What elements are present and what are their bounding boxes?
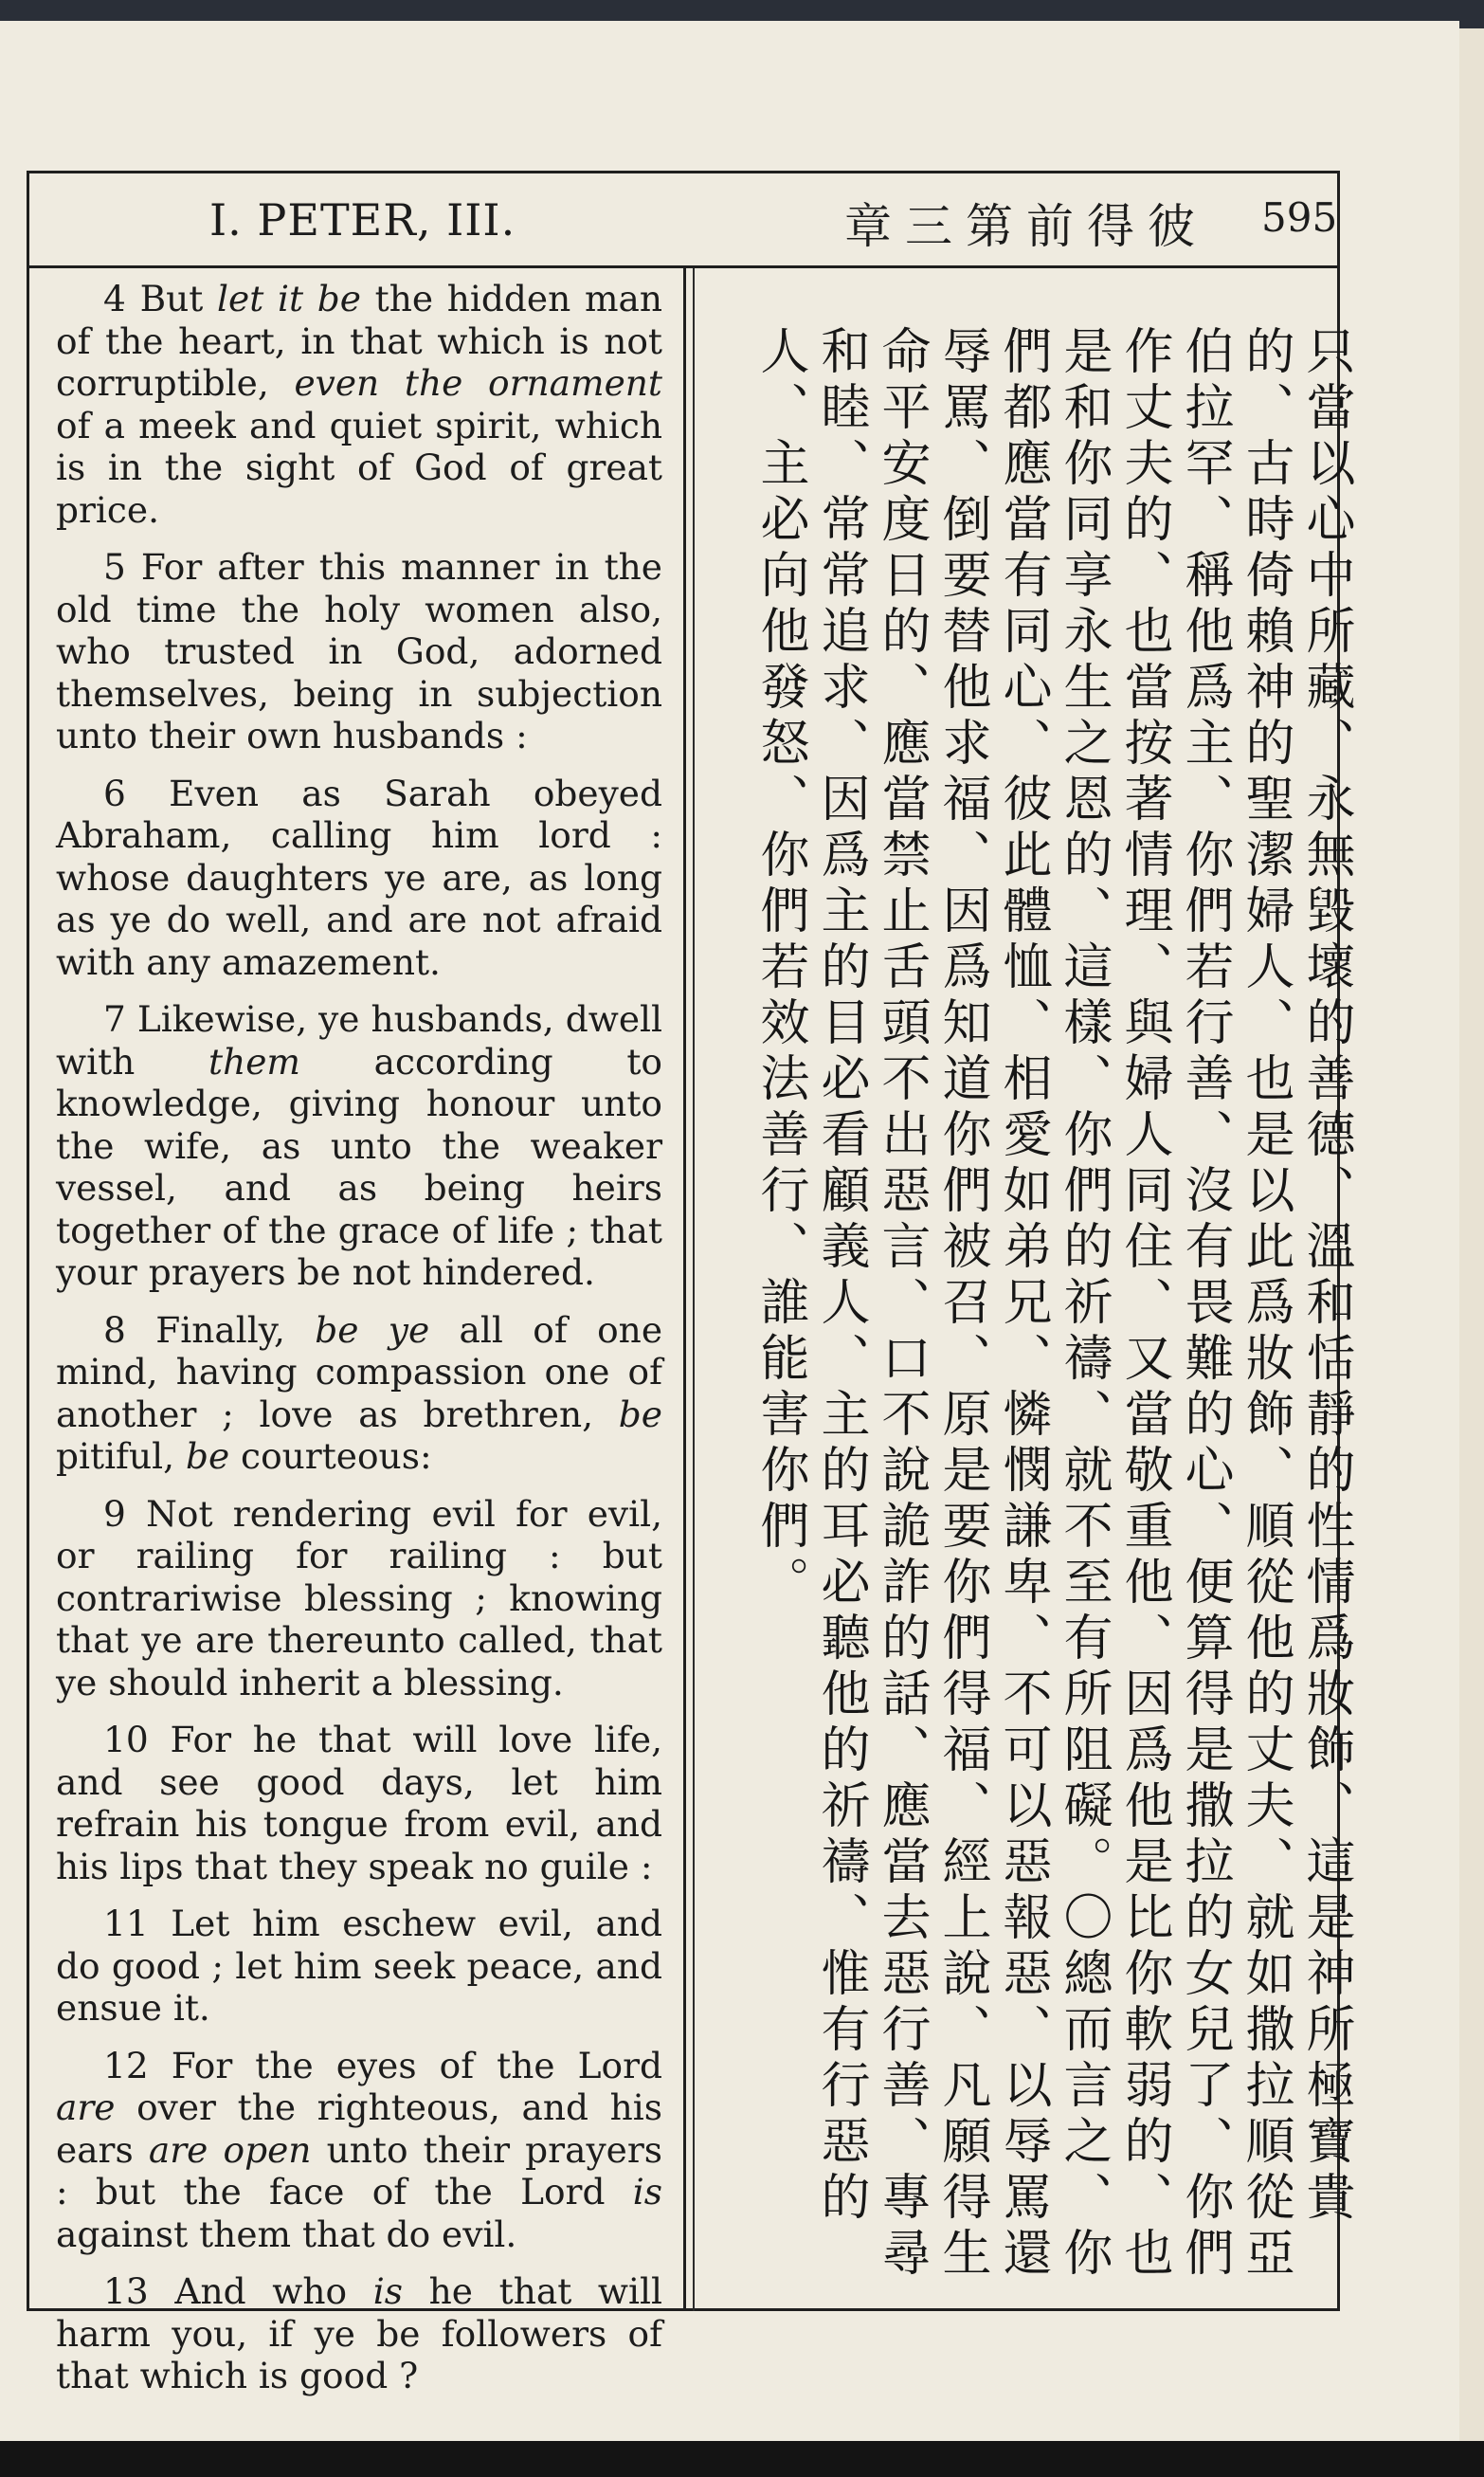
verse-8: [56, 1309, 662, 1478]
italic-text: is: [372, 2270, 403, 2312]
verse-text: For after this manner in the old time the holy women also, who trusted in God, adorned themselves, being in subjection unto their own husbands :: [56, 546, 662, 756]
verse-number: 4: [103, 278, 126, 319]
page-number: 595: [1261, 194, 1338, 241]
verse-text: Not rendering evil for evil, or railing for railing : but contrariwise blessing ; knowing that ye are thereunto called, that ye should inherit a blessing.: [56, 1492, 663, 1703]
verse-number: 11: [103, 1903, 149, 1944]
column-divider: [683, 268, 686, 2311]
verse-number: 10: [103, 1719, 149, 1760]
italic-text: be: [185, 1435, 230, 1477]
verse-text: For the eyes of the Lord: [171, 2044, 662, 2086]
verse-9: [56, 1493, 662, 1704]
italic-text: them: [208, 1040, 300, 1083]
italic-text: be: [618, 1393, 662, 1435]
chinese-text-column: [735, 325, 1356, 2335]
verse-text: over the righteous, and his ears: [56, 2086, 662, 2171]
verse-7: [56, 998, 662, 1294]
verse-text: he that will harm you, if ye be followers of that which is good ?: [56, 2270, 662, 2396]
verse-number: 6: [103, 772, 126, 814]
verse-number: 7: [103, 998, 126, 1040]
verse-number: 8: [103, 1308, 126, 1351]
verse-text: courteous:: [229, 1435, 432, 1477]
verse-13: [56, 2270, 662, 2397]
italic-text: even the ornament: [294, 362, 662, 404]
chinese-text: 只當以心中所藏、永無毀壞的善德、溫和恬靜的性情爲妝飾、這是神所極寶貴的、古時倚賴神的聖潔婦人、也是以此爲妝飾、順從他的丈夫、就如撒拉順從亞伯拉罕、稱他爲主、你們若行善、沒有畏難的心、便算得是撒拉的女兒了、你們作丈夫的、也當按著情理、與婦人同住、又當敬重他、因爲他是比你軟弱的、也是和你同享永生之恩的、這樣、你們的祈禱、就不至有所阻礙。〇總而言之、你們都應當有同心、彼此體恤、相愛如弟兄、憐憫謙卑、不可以惡報惡、以辱罵還辱罵、倒要替他求福、因爲知道你們被召、原是要你們得福、經上說、凡願得生命平安度日的、應當禁止舌頭不出惡言、口不說詭詐的話、應當去惡行善、專尋和睦、常常追求、因爲主的目必看顧義人、主的耳必聽他的祈禱、惟有行惡的人、主必向他發怒、你們若效法善行、誰能害你們。: [751, 325, 1354, 2283]
italic-text: be ye: [315, 1308, 430, 1351]
italic-text: are open: [148, 2128, 312, 2171]
verse-11: [56, 1903, 662, 2030]
verse-12: [56, 2045, 662, 2256]
italic-text: are: [56, 2086, 116, 2128]
chinese-running-title: 彼得前第三章: [844, 199, 1208, 254]
verse-text: of a meek and quiet spirit, which is in the sight of God of great price.: [56, 404, 662, 531]
italic-text: let it be: [217, 278, 361, 319]
verse-text: Let him eschew evil, and do good ; let him seek peace, and ensue it.: [56, 1903, 662, 2029]
column-divider-inner: [693, 268, 695, 2311]
verse-text: the hidden man of the heart, in that which is not corruptible,: [56, 278, 663, 404]
scan-bottom-edge: [0, 2441, 1484, 2477]
page-header: [29, 173, 1337, 268]
verse-text: according to knowledge, giving honour unto the wife, as unto the weaker vessel, and as being heirs together of the grace of life ; that your prayers be not hindered.: [56, 1040, 663, 1293]
verse-text: against them that do evil.: [56, 2213, 517, 2255]
verse-text: Likewise, ye husbands, dwell with: [56, 998, 662, 1083]
verse-text: unto their prayers : but the face of the Lord: [56, 2128, 663, 2213]
verse-text: But: [139, 278, 218, 319]
verse-6: [56, 773, 662, 984]
verse-text: all of one mind, having compassion one of another ; love as brethren,: [56, 1308, 663, 1435]
verse-10: [56, 1719, 662, 1887]
italic-text: is: [632, 2171, 662, 2213]
verse-text: pitiful,: [56, 1435, 186, 1477]
verse-text: And who: [174, 2270, 373, 2312]
verse-number: 9: [103, 1492, 126, 1535]
verse-text: For he that will love life, and see good days, let him refrain his tongue from evil, and his lips that they speak no guile :: [56, 1719, 663, 1887]
verse-number: 5: [103, 546, 126, 588]
verse-5: [56, 546, 662, 757]
verse-number: 13: [103, 2270, 149, 2312]
english-text-column: [56, 278, 662, 2413]
page-frame: [27, 171, 1354, 2396]
verse-number: 12: [103, 2044, 149, 2086]
verse-4: [56, 278, 662, 531]
running-title: I. PETER, III.: [209, 194, 516, 246]
verse-text: Even as Sarah obeyed Abraham, calling him lord : whose daughters ye are, as long as ye do well, and are not afraid with any amazement.: [56, 772, 662, 983]
verse-text: Finally,: [155, 1308, 316, 1351]
